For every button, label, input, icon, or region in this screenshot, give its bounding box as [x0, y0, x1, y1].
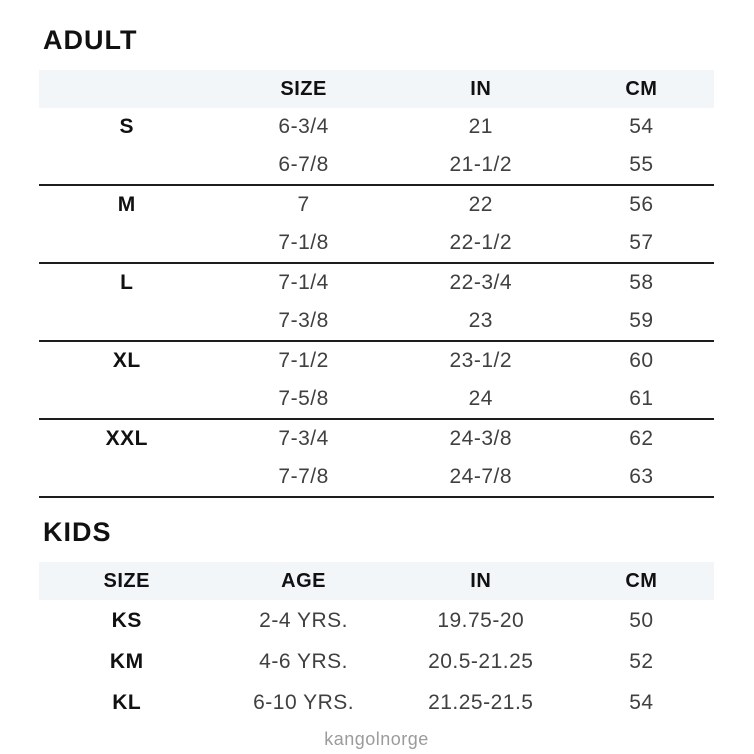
size-label: L [120, 271, 134, 294]
cm-value: 59 [629, 309, 654, 332]
kids-header-size: SIZE [103, 569, 150, 592]
cm-value: 60 [629, 349, 654, 372]
cm-value: 52 [629, 649, 654, 673]
hat-size-value: 7-1/8 [278, 231, 329, 254]
inches-value: 24 [468, 387, 493, 410]
hat-size-value: 7-7/8 [278, 465, 329, 488]
hat-size-value: 6-7/8 [278, 153, 329, 176]
cm-value: 55 [629, 153, 654, 176]
adult-header-cm: CM [625, 77, 658, 100]
table-row [39, 380, 714, 418]
inches-value: 23-1/2 [449, 349, 513, 372]
brand-watermark: kangolnorge [324, 729, 429, 749]
table-row [39, 600, 714, 641]
inches-value: 21.25-21.5 [428, 690, 534, 714]
hat-size-value: 7-3/4 [278, 427, 329, 450]
kids-header-age: AGE [281, 569, 327, 592]
hat-size-value: 7 [297, 193, 310, 216]
cm-value: 56 [629, 193, 654, 216]
inches-value: 24-3/8 [449, 427, 513, 450]
hat-size-value: 7-5/8 [278, 387, 329, 410]
inches-value: 22-1/2 [449, 231, 513, 254]
hat-size-value: 6-3/4 [278, 115, 329, 138]
inches-value: 20.5-21.25 [428, 649, 534, 673]
adult-size-group-s [39, 108, 714, 186]
inches-value: 24-7/8 [449, 465, 513, 488]
cm-value: 57 [629, 231, 654, 254]
hat-size-value: 7-1/2 [278, 349, 329, 372]
inches-value: 23 [468, 309, 493, 332]
table-row [39, 682, 714, 723]
inches-value: 21-1/2 [449, 153, 513, 176]
kids-header-in: IN [470, 569, 492, 592]
kids-section-title: KIDS [43, 517, 112, 547]
size-label: M [117, 193, 136, 216]
cm-value: 63 [629, 465, 654, 488]
table-row [39, 108, 714, 146]
size-label: S [119, 115, 134, 138]
table-row [39, 264, 714, 302]
table-row [39, 224, 714, 262]
table-row [39, 420, 714, 458]
cm-value: 62 [629, 427, 654, 450]
age-value: 6-10 YRS. [253, 690, 355, 714]
hat-size-value: 7-3/8 [278, 309, 329, 332]
size-label: XXL [105, 427, 148, 450]
cm-value: 54 [629, 690, 654, 714]
size-label: KL [112, 690, 142, 714]
inches-value: 22-3/4 [449, 271, 513, 294]
table-row [39, 302, 714, 340]
table-row [39, 458, 714, 496]
size-label: KS [111, 608, 142, 632]
cm-value: 61 [629, 387, 654, 410]
table-row [39, 146, 714, 184]
adult-header-size: SIZE [280, 77, 327, 100]
cm-value: 54 [629, 115, 654, 138]
adult-table-header-row [39, 70, 714, 108]
adult-header-in: IN [470, 77, 492, 100]
age-value: 4-6 YRS. [259, 649, 348, 673]
adult-section-title: ADULT [43, 25, 138, 55]
adult-size-group-xxl [39, 420, 714, 498]
inches-value: 19.75-20 [437, 608, 525, 632]
inches-value: 21 [468, 115, 493, 138]
age-value: 2-4 YRS. [259, 608, 348, 632]
kids-size-table [39, 562, 714, 723]
cm-value: 50 [629, 608, 654, 632]
inches-value: 22 [468, 193, 493, 216]
hat-size-value: 7-1/4 [278, 271, 329, 294]
kids-table-header-row [39, 562, 714, 600]
size-label: KM [109, 649, 144, 673]
cm-value: 58 [629, 271, 654, 294]
adult-size-group-m [39, 186, 714, 264]
table-row [39, 342, 714, 380]
kids-header-cm: CM [625, 569, 658, 592]
adult-size-group-l [39, 264, 714, 342]
table-row [39, 186, 714, 224]
size-label: XL [112, 349, 141, 372]
adult-size-group-xl [39, 342, 714, 420]
table-row [39, 641, 714, 682]
adult-size-table [39, 70, 714, 498]
